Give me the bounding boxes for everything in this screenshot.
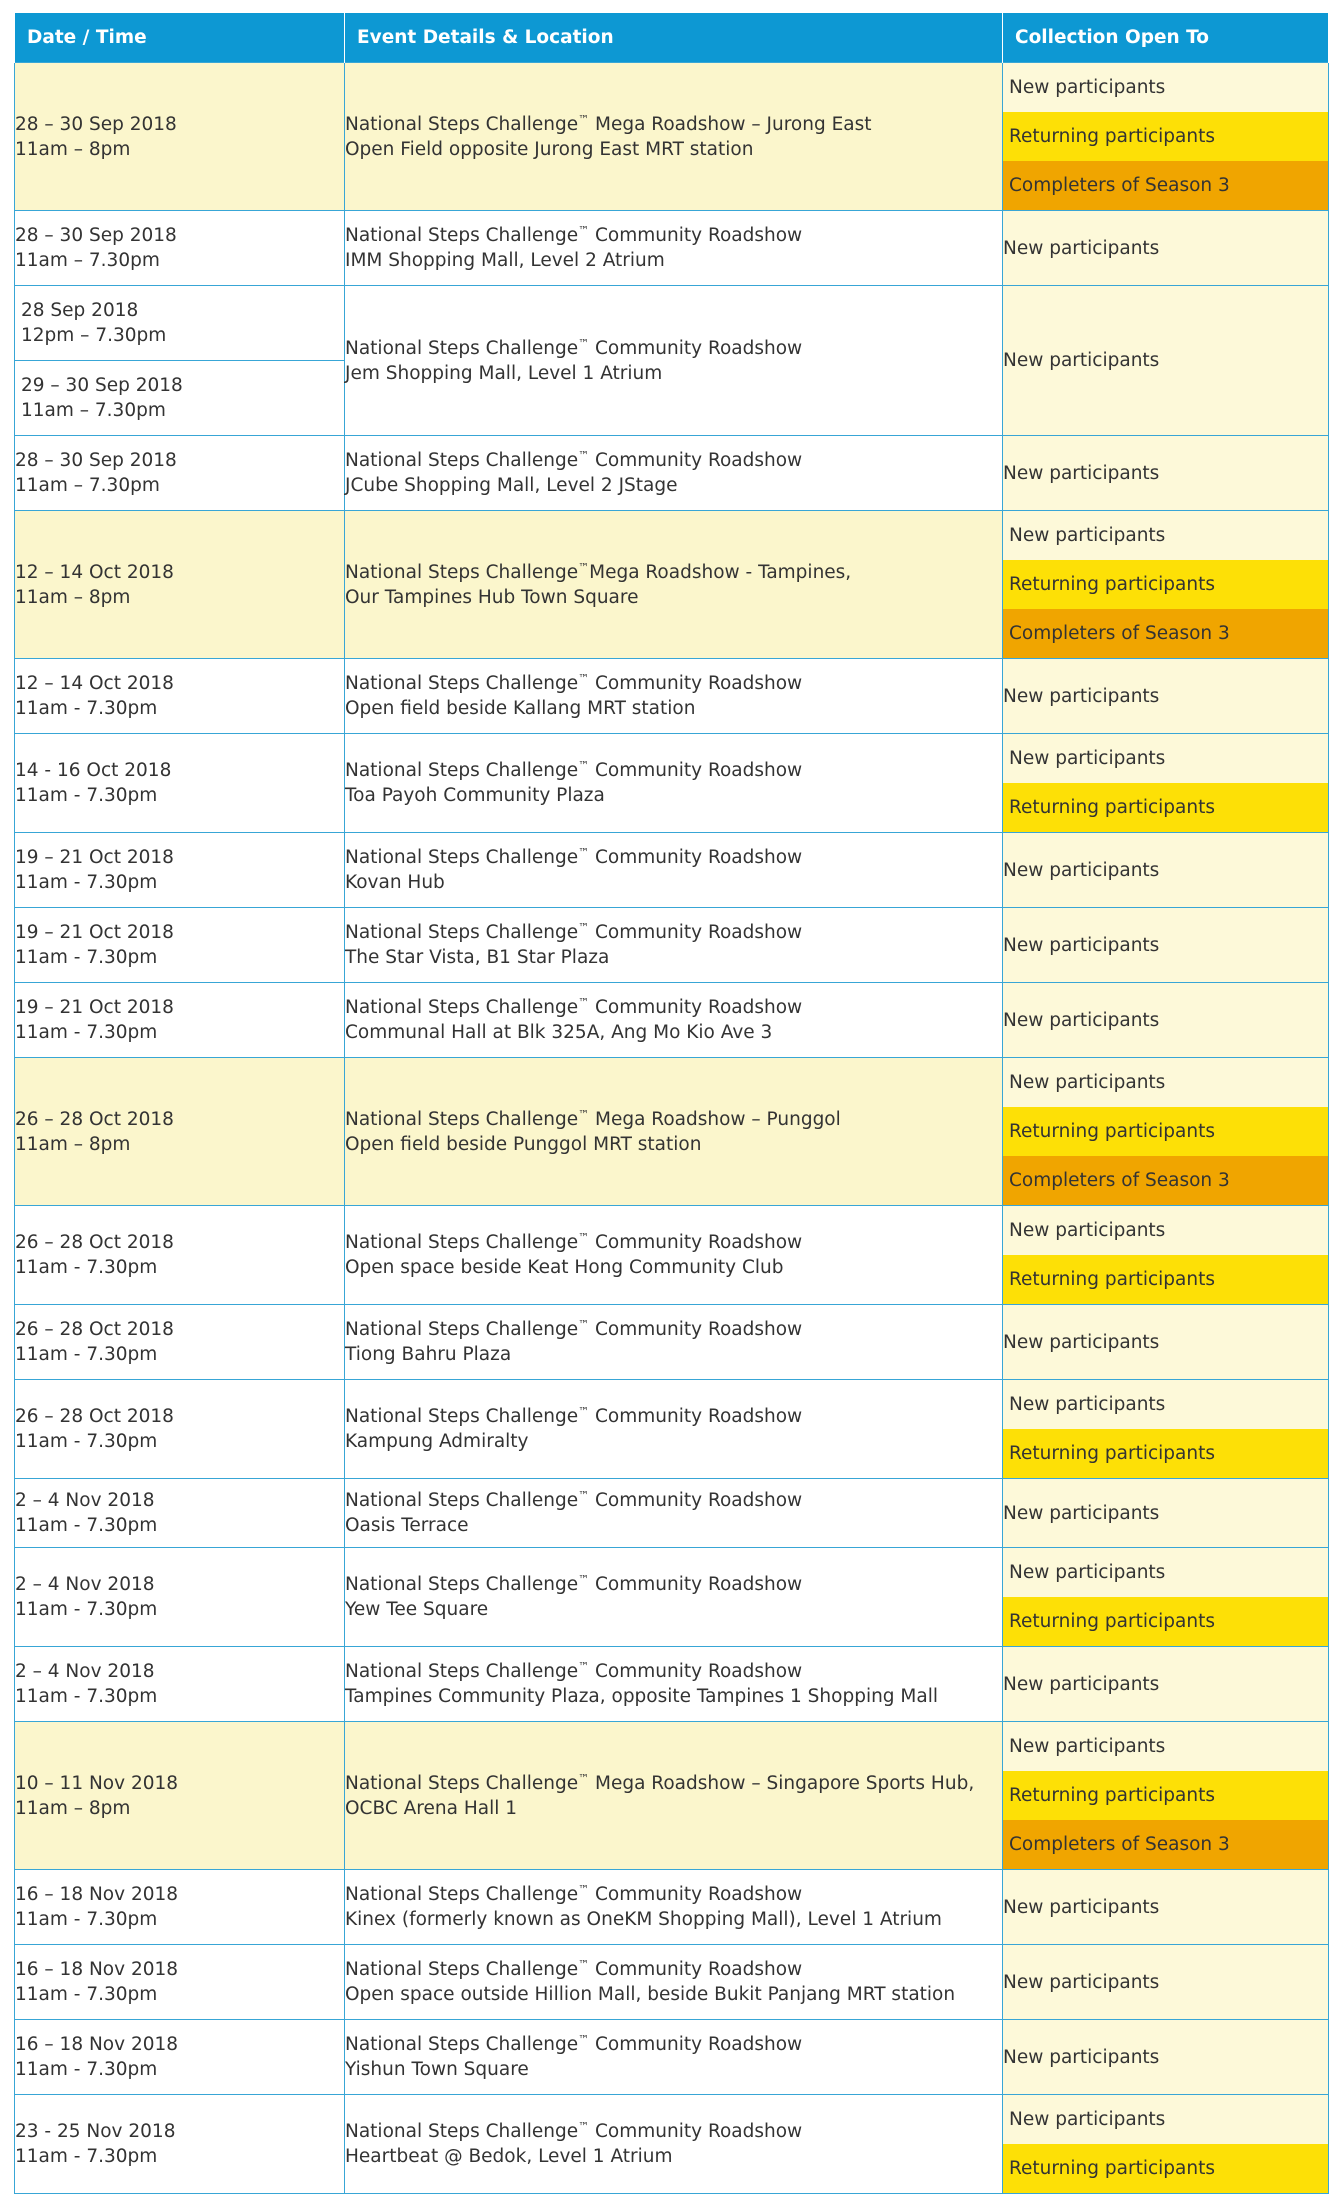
new-participants-badge: New participants <box>1003 1548 1328 1597</box>
event-cell <box>345 1647 1003 1722</box>
event-cell <box>345 1206 1003 1305</box>
event-time: 11am – 7.30pm <box>21 400 166 421</box>
event-time: 11am - 7.30pm <box>15 698 158 719</box>
table-row <box>15 511 1329 659</box>
collection-cell <box>1003 511 1329 659</box>
date-cell <box>15 436 345 511</box>
event-cell <box>345 211 1003 286</box>
table-row <box>15 659 1329 734</box>
table-row <box>15 983 1329 1058</box>
event-time: 11am - 7.30pm <box>15 1515 158 1536</box>
event-cell <box>345 1945 1003 2020</box>
returning-participants-badge: Returning participants <box>1003 1255 1328 1304</box>
event-cell <box>345 511 1003 659</box>
event-time: 11am - 7.30pm <box>15 1431 158 1452</box>
event-location: Our Tampines Hub Town Square <box>345 586 639 608</box>
completers-badge: Completers of Season 3 <box>1003 161 1328 210</box>
event-date: 19 – 21 Oct 2018 <box>15 847 174 868</box>
event-title: National Steps Challenge™ Community Roadshow <box>345 2032 803 2055</box>
new-participants-badge: New participants <box>1003 63 1328 112</box>
date-cell <box>15 659 345 734</box>
event-time: 11am – 7.30pm <box>15 250 160 271</box>
event-time: 11am – 8pm <box>15 138 131 160</box>
event-date: 19 – 21 Oct 2018 <box>15 997 174 1018</box>
event-cell <box>345 1380 1003 1479</box>
event-title: National Steps Challenge™Mega Roadshow - Tampines, <box>345 560 852 583</box>
table-row <box>15 833 1329 908</box>
event-cell <box>345 2020 1003 2095</box>
date-cell <box>15 2020 345 2095</box>
date-cell <box>15 1058 345 1206</box>
event-date: 10 – 11 Nov 2018 <box>15 1772 179 1794</box>
event-date: 16 – 18 Nov 2018 <box>15 1959 179 1980</box>
table-row <box>15 1479 1329 1548</box>
table-row <box>15 2095 1329 2194</box>
event-title: National Steps Challenge™ Mega Roadshow – Punggol <box>345 1107 841 1130</box>
event-title: National Steps Challenge™ Community Roadshow <box>345 920 803 943</box>
event-title: National Steps Challenge™ Community Roadshow <box>345 1572 803 1595</box>
collection-cell <box>1003 1206 1329 1305</box>
event-time: 11am - 7.30pm <box>15 785 158 806</box>
table-row <box>15 734 1329 833</box>
event-location: IMM Shopping Mall, Level 2 Atrium <box>345 250 665 271</box>
new-participants-badge: New participants <box>1003 1870 1329 1945</box>
collection-cell <box>1003 734 1329 833</box>
event-date: 2 – 4 Nov 2018 <box>15 1574 155 1595</box>
returning-participants-badge: Returning participants <box>1003 1107 1328 1156</box>
event-title: National Steps Challenge™ Community Roadshow <box>345 223 803 246</box>
event-cell <box>345 1058 1003 1206</box>
event-time: 11am - 7.30pm <box>15 1909 158 1930</box>
event-date: 2 – 4 Nov 2018 <box>15 1490 155 1511</box>
new-participants-badge: New participants <box>1003 908 1329 983</box>
header-collection-open-to: Collection Open To <box>1003 13 1329 63</box>
event-date: 16 – 18 Nov 2018 <box>15 1884 179 1905</box>
event-cell <box>345 286 1003 436</box>
new-participants-badge: New participants <box>1003 2095 1328 2144</box>
event-location: Yew Tee Square <box>345 1599 489 1620</box>
event-date: 23 - 25 Nov 2018 <box>15 2121 176 2142</box>
event-location: Kampung Admiralty <box>345 1431 529 1452</box>
table-row <box>15 1722 1329 1870</box>
event-date: 26 – 28 Oct 2018 <box>15 1232 174 1253</box>
event-cell <box>345 2095 1003 2194</box>
event-location: The Star Vista, B1 Star Plaza <box>345 947 610 968</box>
table-row <box>15 436 1329 511</box>
date-cell <box>15 1647 345 1722</box>
table-row <box>15 1647 1329 1722</box>
table-row <box>15 211 1329 286</box>
event-time: 11am - 7.30pm <box>15 1257 158 1278</box>
event-time: 11am - 7.30pm <box>15 1599 158 1620</box>
new-participants-badge: New participants <box>1003 1058 1328 1107</box>
date-cell <box>15 211 345 286</box>
new-participants-badge: New participants <box>1003 286 1329 436</box>
returning-participants-badge: Returning participants <box>1003 1771 1328 1820</box>
event-date: 12 – 14 Oct 2018 <box>15 561 174 583</box>
roadshow-schedule-table <box>14 13 1329 2194</box>
event-title: National Steps Challenge™ Community Roadshow <box>345 758 803 781</box>
date-cell <box>15 734 345 833</box>
table-header-row <box>15 13 1329 63</box>
table-row <box>15 1380 1329 1479</box>
event-cell <box>345 908 1003 983</box>
header-date-time: Date / Time <box>15 13 345 63</box>
event-cell <box>345 63 1003 211</box>
table-row <box>15 1870 1329 1945</box>
new-participants-badge: New participants <box>1003 659 1329 734</box>
event-date: 28 Sep 2018 <box>21 300 139 321</box>
new-participants-badge: New participants <box>1003 1380 1328 1429</box>
date-cell <box>15 511 345 659</box>
event-location: Oasis Terrace <box>345 1515 469 1536</box>
new-participants-badge: New participants <box>1003 1945 1329 2020</box>
event-location: Jem Shopping Mall, Level 1 Atrium <box>345 362 663 384</box>
event-title: National Steps Challenge™ Community Roadshow <box>345 845 803 868</box>
event-time: 11am - 7.30pm <box>15 2146 158 2167</box>
event-title: National Steps Challenge™ Mega Roadshow – Jurong East <box>345 112 872 135</box>
returning-participants-badge: Returning participants <box>1003 2144 1328 2193</box>
returning-participants-badge: Returning participants <box>1003 1429 1328 1478</box>
event-date: 26 – 28 Oct 2018 <box>15 1108 174 1130</box>
event-location: Open space beside Keat Hong Community Club <box>345 1257 784 1278</box>
event-time: 11am - 7.30pm <box>15 872 158 893</box>
new-participants-badge: New participants <box>1003 734 1328 783</box>
collection-cell <box>1003 1058 1329 1206</box>
event-cell <box>345 1548 1003 1647</box>
collection-cell <box>1003 1722 1329 1870</box>
new-participants-badge: New participants <box>1003 1305 1329 1380</box>
date-cell <box>15 1548 345 1647</box>
event-title: National Steps Challenge™ Community Roadshow <box>345 1882 803 1905</box>
date-cell <box>15 1722 345 1870</box>
event-location: Communal Hall at Blk 325A, Ang Mo Kio Ave 3 <box>345 1022 773 1043</box>
date-cell <box>15 1945 345 2020</box>
new-participants-badge: New participants <box>1003 1647 1329 1722</box>
event-time: 11am – 8pm <box>15 586 131 608</box>
event-date: 28 – 30 Sep 2018 <box>15 225 177 246</box>
event-location: JCube Shopping Mall, Level 2 JStage <box>345 475 678 496</box>
event-location: Open space outside Hillion Mall, beside Bukit Panjang MRT station <box>345 1984 956 2005</box>
event-cell <box>345 833 1003 908</box>
date-cell <box>15 1305 345 1380</box>
date-cell <box>15 286 345 361</box>
event-title: National Steps Challenge™ Community Roadshow <box>345 1957 803 1980</box>
date-cell <box>15 1380 345 1479</box>
event-title: National Steps Challenge™ Community Roadshow <box>345 1488 803 1511</box>
event-time: 11am – 7.30pm <box>15 475 160 496</box>
event-time: 11am – 8pm <box>15 1797 131 1819</box>
event-time: 11am – 8pm <box>15 1133 131 1155</box>
event-date: 28 – 30 Sep 2018 <box>15 450 177 471</box>
table-row <box>15 63 1329 211</box>
event-location: OCBC Arena Hall 1 <box>345 1797 518 1819</box>
event-date: 16 – 18 Nov 2018 <box>15 2034 179 2055</box>
event-title: National Steps Challenge™ Community Roadshow <box>345 336 803 359</box>
date-cell <box>15 1870 345 1945</box>
table-row <box>15 1305 1329 1380</box>
table-row <box>15 908 1329 983</box>
event-title: National Steps Challenge™ Community Roadshow <box>345 1317 803 1340</box>
event-cell <box>345 1870 1003 1945</box>
collection-cell <box>1003 63 1329 211</box>
event-title: National Steps Challenge™ Community Roadshow <box>345 1230 803 1253</box>
event-cell <box>345 1722 1003 1870</box>
event-cell <box>345 734 1003 833</box>
new-participants-badge: New participants <box>1003 436 1329 511</box>
event-location: Tampines Community Plaza, opposite Tampines 1 Shopping Mall <box>345 1686 939 1707</box>
event-title: National Steps Challenge™ Community Roadshow <box>345 448 803 471</box>
event-cell <box>345 1479 1003 1548</box>
event-title: National Steps Challenge™ Community Roadshow <box>345 1659 803 1682</box>
event-location: Open field beside Punggol MRT station <box>345 1133 702 1155</box>
completers-badge: Completers of Season 3 <box>1003 1820 1328 1869</box>
event-location: Kovan Hub <box>345 872 445 893</box>
returning-participants-badge: Returning participants <box>1003 560 1328 609</box>
event-time: 11am - 7.30pm <box>15 947 158 968</box>
event-time: 12pm – 7.30pm <box>21 325 167 346</box>
new-participants-badge: New participants <box>1003 833 1329 908</box>
new-participants-badge: New participants <box>1003 1479 1329 1548</box>
table-row <box>15 1945 1329 2020</box>
event-date: 26 – 28 Oct 2018 <box>15 1406 174 1427</box>
returning-participants-badge: Returning participants <box>1003 783 1328 832</box>
table-row <box>15 286 1329 361</box>
event-title: National Steps Challenge™ Community Roadshow <box>345 1404 803 1427</box>
date-cell <box>15 2095 345 2194</box>
date-cell <box>15 833 345 908</box>
event-location: Open Field opposite Jurong East MRT station <box>345 138 754 160</box>
new-participants-badge: New participants <box>1003 983 1329 1058</box>
event-time: 11am - 7.30pm <box>15 1686 158 1707</box>
event-date: 12 – 14 Oct 2018 <box>15 673 174 694</box>
new-participants-badge: New participants <box>1003 511 1328 560</box>
new-participants-badge: New participants <box>1003 1722 1328 1771</box>
event-cell <box>345 1305 1003 1380</box>
table-row <box>15 2020 1329 2095</box>
event-cell <box>345 436 1003 511</box>
event-title: National Steps Challenge™ Community Roadshow <box>345 671 803 694</box>
event-date: 14 - 16 Oct 2018 <box>15 760 172 781</box>
collection-cell <box>1003 2095 1329 2194</box>
collection-cell <box>1003 1380 1329 1479</box>
date-cell <box>15 1479 345 1548</box>
table-row <box>15 1058 1329 1206</box>
event-location: Yishun Town Square <box>345 2059 529 2080</box>
event-title: National Steps Challenge™ Community Roadshow <box>345 2119 803 2142</box>
completers-badge: Completers of Season 3 <box>1003 1156 1328 1205</box>
event-title: National Steps Challenge™ Community Roadshow <box>345 995 803 1018</box>
new-participants-badge: New participants <box>1003 2020 1329 2095</box>
new-participants-badge: New participants <box>1003 1206 1328 1255</box>
event-location: Toa Payoh Community Plaza <box>345 785 605 806</box>
event-title: National Steps Challenge™ Mega Roadshow – Singapore Sports Hub, <box>345 1771 975 1794</box>
date-cell <box>15 63 345 211</box>
date-cell <box>15 983 345 1058</box>
date-cell <box>15 908 345 983</box>
event-location: Kinex (formerly known as OneKM Shopping Mall), Level 1 Atrium <box>345 1909 942 1930</box>
date-cell <box>15 361 345 436</box>
event-location: Tiong Bahru Plaza <box>345 1344 512 1365</box>
table-row <box>15 1548 1329 1647</box>
event-location: Open field beside Kallang MRT station <box>345 698 696 719</box>
event-date: 28 – 30 Sep 2018 <box>15 113 177 135</box>
event-time: 11am - 7.30pm <box>15 2059 158 2080</box>
event-date: 19 – 21 Oct 2018 <box>15 922 174 943</box>
completers-badge: Completers of Season 3 <box>1003 609 1328 658</box>
event-cell <box>345 659 1003 734</box>
collection-cell <box>1003 1548 1329 1647</box>
event-date: 29 – 30 Sep 2018 <box>21 375 183 396</box>
event-date: 26 – 28 Oct 2018 <box>15 1319 174 1340</box>
event-time: 11am - 7.30pm <box>15 1984 158 2005</box>
table-row <box>15 1206 1329 1305</box>
event-location: Heartbeat @ Bedok, Level 1 Atrium <box>345 2146 673 2167</box>
event-time: 11am - 7.30pm <box>15 1022 158 1043</box>
event-date: 2 – 4 Nov 2018 <box>15 1661 155 1682</box>
returning-participants-badge: Returning participants <box>1003 112 1328 161</box>
event-time: 11am - 7.30pm <box>15 1344 158 1365</box>
new-participants-badge: New participants <box>1003 211 1329 286</box>
event-cell <box>345 983 1003 1058</box>
returning-participants-badge: Returning participants <box>1003 1597 1328 1646</box>
header-event-details: Event Details & Location <box>345 13 1003 63</box>
date-cell <box>15 1206 345 1305</box>
